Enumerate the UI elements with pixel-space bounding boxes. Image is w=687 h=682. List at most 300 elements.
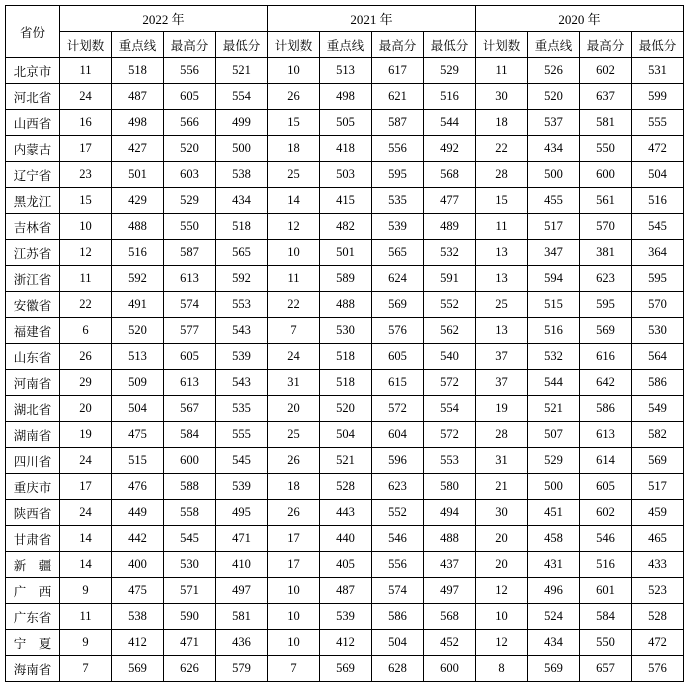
cell-2020-plan: 11 — [476, 214, 528, 240]
cell-2022-max-score: 590 — [164, 604, 216, 630]
cell-2020-key-line: 516 — [528, 318, 580, 344]
table-row — [6, 162, 684, 188]
cell-2021-min-score: 488 — [424, 526, 476, 552]
cell-2020-plan: 30 — [476, 84, 528, 110]
cell-2022-plan: 12 — [60, 240, 112, 266]
cell-2021-max-score: 621 — [372, 84, 424, 110]
province-cell: 河北省 — [6, 84, 60, 110]
cell-2022-key-line: 515 — [112, 448, 164, 474]
cell-2022-plan: 20 — [60, 396, 112, 422]
province-cell: 安徽省 — [6, 292, 60, 318]
cell-2022-max-score: 605 — [164, 344, 216, 370]
cell-2021-min-score: 516 — [424, 84, 476, 110]
cell-2020-key-line: 537 — [528, 110, 580, 136]
cell-2020-min-score: 364 — [632, 240, 684, 266]
col-header-plan: 计划数 — [60, 32, 112, 58]
cell-2020-max-score: 569 — [580, 318, 632, 344]
cell-2020-key-line: 515 — [528, 292, 580, 318]
cell-2021-max-score: 535 — [372, 188, 424, 214]
cell-2020-key-line: 529 — [528, 448, 580, 474]
cell-2021-plan: 10 — [268, 578, 320, 604]
cell-2020-max-score: 584 — [580, 604, 632, 630]
cell-2020-min-score: 545 — [632, 214, 684, 240]
cell-2021-min-score: 554 — [424, 396, 476, 422]
cell-2021-max-score: 552 — [372, 500, 424, 526]
cell-2022-key-line: 412 — [112, 630, 164, 656]
col-header-max-score: 最高分 — [580, 32, 632, 58]
cell-2022-key-line: 400 — [112, 552, 164, 578]
cell-2020-max-score: 595 — [580, 292, 632, 318]
cell-2020-max-score: 561 — [580, 188, 632, 214]
cell-2022-key-line: 487 — [112, 84, 164, 110]
cell-2020-min-score: 472 — [632, 136, 684, 162]
cell-2022-plan: 24 — [60, 500, 112, 526]
cell-2020-key-line: 458 — [528, 526, 580, 552]
cell-2021-min-score: 492 — [424, 136, 476, 162]
cell-2022-plan: 14 — [60, 526, 112, 552]
cell-2022-plan: 11 — [60, 266, 112, 292]
cell-2022-max-score: 605 — [164, 84, 216, 110]
col-header-max-score: 最高分 — [164, 32, 216, 58]
cell-2020-plan: 20 — [476, 552, 528, 578]
table-body — [6, 6, 684, 682]
cell-2020-max-score: 581 — [580, 110, 632, 136]
cell-2022-max-score: 603 — [164, 162, 216, 188]
cell-2020-key-line: 526 — [528, 58, 580, 84]
cell-2022-plan: 9 — [60, 630, 112, 656]
cell-2020-plan: 12 — [476, 578, 528, 604]
admission-score-table-container — [5, 5, 684, 682]
cell-2020-key-line: 434 — [528, 630, 580, 656]
province-cell: 浙江省 — [6, 266, 60, 292]
cell-2022-max-score: 587 — [164, 240, 216, 266]
cell-2020-key-line: 451 — [528, 500, 580, 526]
cell-2022-max-score: 588 — [164, 474, 216, 500]
cell-2022-min-score: 499 — [216, 110, 268, 136]
cell-2020-plan: 37 — [476, 344, 528, 370]
cell-2021-min-score: 437 — [424, 552, 476, 578]
cell-2022-max-score: 574 — [164, 292, 216, 318]
cell-2021-max-score: 569 — [372, 292, 424, 318]
province-cell: 江苏省 — [6, 240, 60, 266]
cell-2021-key-line: 518 — [320, 370, 372, 396]
cell-2021-plan: 26 — [268, 500, 320, 526]
cell-2021-min-score: 497 — [424, 578, 476, 604]
cell-2020-plan: 18 — [476, 110, 528, 136]
cell-2021-max-score: 605 — [372, 344, 424, 370]
cell-2021-key-line: 503 — [320, 162, 372, 188]
table-row — [6, 292, 684, 318]
cell-2022-max-score: 613 — [164, 266, 216, 292]
cell-2022-min-score: 545 — [216, 448, 268, 474]
cell-2021-min-score: 452 — [424, 630, 476, 656]
province-cell: 广 西 — [6, 578, 60, 604]
province-cell: 广东省 — [6, 604, 60, 630]
cell-2020-plan: 19 — [476, 396, 528, 422]
cell-2022-plan: 17 — [60, 474, 112, 500]
cell-2020-min-score: 523 — [632, 578, 684, 604]
cell-2021-max-score: 546 — [372, 526, 424, 552]
col-header-key-line: 重点线 — [320, 32, 372, 58]
province-cell: 黑龙江 — [6, 188, 60, 214]
cell-2022-min-score: 538 — [216, 162, 268, 188]
cell-2022-key-line: 449 — [112, 500, 164, 526]
cell-2020-plan: 21 — [476, 474, 528, 500]
cell-2022-key-line: 442 — [112, 526, 164, 552]
cell-2020-key-line: 500 — [528, 474, 580, 500]
cell-2021-key-line: 513 — [320, 58, 372, 84]
cell-2020-key-line: 347 — [528, 240, 580, 266]
cell-2021-plan: 7 — [268, 656, 320, 682]
cell-2022-max-score: 584 — [164, 422, 216, 448]
cell-2022-key-line: 504 — [112, 396, 164, 422]
cell-2021-key-line: 539 — [320, 604, 372, 630]
cell-2021-key-line: 482 — [320, 214, 372, 240]
cell-2020-min-score: 564 — [632, 344, 684, 370]
cell-2021-min-score: 572 — [424, 370, 476, 396]
cell-2020-min-score: 569 — [632, 448, 684, 474]
cell-2020-plan: 8 — [476, 656, 528, 682]
province-cell: 福建省 — [6, 318, 60, 344]
cell-2021-key-line: 569 — [320, 656, 372, 682]
cell-2020-max-score: 550 — [580, 630, 632, 656]
cell-2020-max-score: 546 — [580, 526, 632, 552]
cell-2020-plan: 22 — [476, 136, 528, 162]
cell-2021-key-line: 498 — [320, 84, 372, 110]
cell-2021-max-score: 504 — [372, 630, 424, 656]
cell-2021-plan: 15 — [268, 110, 320, 136]
table-row — [6, 578, 684, 604]
province-cell: 四川省 — [6, 448, 60, 474]
table-row — [6, 448, 684, 474]
cell-2022-key-line: 513 — [112, 344, 164, 370]
cell-2022-key-line: 518 — [112, 58, 164, 84]
cell-2020-min-score: 549 — [632, 396, 684, 422]
cell-2021-max-score: 604 — [372, 422, 424, 448]
cell-2020-key-line: 507 — [528, 422, 580, 448]
cell-2021-min-score: 580 — [424, 474, 476, 500]
cell-2022-key-line: 475 — [112, 578, 164, 604]
cell-2021-key-line: 415 — [320, 188, 372, 214]
cell-2020-key-line: 532 — [528, 344, 580, 370]
cell-2020-plan: 15 — [476, 188, 528, 214]
province-cell: 辽宁省 — [6, 162, 60, 188]
cell-2021-key-line: 589 — [320, 266, 372, 292]
col-header-plan: 计划数 — [268, 32, 320, 58]
admission-score-table — [5, 5, 684, 682]
cell-2022-max-score: 577 — [164, 318, 216, 344]
cell-2021-plan: 25 — [268, 422, 320, 448]
cell-2021-min-score: 600 — [424, 656, 476, 682]
cell-2020-key-line: 524 — [528, 604, 580, 630]
cell-2022-plan: 22 — [60, 292, 112, 318]
cell-2021-plan: 24 — [268, 344, 320, 370]
province-cell: 宁 夏 — [6, 630, 60, 656]
cell-2022-min-score: 579 — [216, 656, 268, 682]
cell-2021-key-line: 518 — [320, 344, 372, 370]
cell-2020-plan: 37 — [476, 370, 528, 396]
col-header-min-score: 最低分 — [216, 32, 268, 58]
cell-2022-plan: 19 — [60, 422, 112, 448]
cell-2021-plan: 25 — [268, 162, 320, 188]
cell-2021-max-score: 556 — [372, 136, 424, 162]
cell-2020-plan: 12 — [476, 630, 528, 656]
cell-2020-min-score: 570 — [632, 292, 684, 318]
year-header-2021: 2021 年 — [268, 6, 476, 32]
cell-2022-max-score: 558 — [164, 500, 216, 526]
cell-2022-plan: 9 — [60, 578, 112, 604]
cell-2022-min-score: 471 — [216, 526, 268, 552]
cell-2022-plan: 6 — [60, 318, 112, 344]
cell-2022-key-line: 501 — [112, 162, 164, 188]
cell-2020-min-score: 504 — [632, 162, 684, 188]
cell-2022-plan: 17 — [60, 136, 112, 162]
cell-2020-max-score: 637 — [580, 84, 632, 110]
cell-2021-min-score: 562 — [424, 318, 476, 344]
cell-2021-plan: 18 — [268, 136, 320, 162]
cell-2022-min-score: 565 — [216, 240, 268, 266]
cell-2022-key-line: 569 — [112, 656, 164, 682]
cell-2022-key-line: 509 — [112, 370, 164, 396]
cell-2022-key-line: 475 — [112, 422, 164, 448]
province-cell: 重庆市 — [6, 474, 60, 500]
cell-2020-min-score: 582 — [632, 422, 684, 448]
province-column-header: 省份 — [6, 6, 60, 58]
cell-2021-min-score: 568 — [424, 162, 476, 188]
cell-2022-max-score: 556 — [164, 58, 216, 84]
province-cell: 山西省 — [6, 110, 60, 136]
cell-2022-min-score: 543 — [216, 370, 268, 396]
cell-2021-max-score: 615 — [372, 370, 424, 396]
cell-2020-key-line: 569 — [528, 656, 580, 682]
province-cell: 湖北省 — [6, 396, 60, 422]
cell-2022-max-score: 550 — [164, 214, 216, 240]
cell-2020-key-line: 455 — [528, 188, 580, 214]
cell-2020-min-score: 531 — [632, 58, 684, 84]
cell-2022-key-line: 488 — [112, 214, 164, 240]
cell-2022-min-score: 539 — [216, 474, 268, 500]
cell-2021-key-line: 412 — [320, 630, 372, 656]
cell-2020-plan: 31 — [476, 448, 528, 474]
cell-2022-key-line: 498 — [112, 110, 164, 136]
cell-2021-max-score: 576 — [372, 318, 424, 344]
cell-2020-max-score: 605 — [580, 474, 632, 500]
cell-2020-min-score: 516 — [632, 188, 684, 214]
cell-2020-max-score: 613 — [580, 422, 632, 448]
table-row — [6, 526, 684, 552]
cell-2022-max-score: 545 — [164, 526, 216, 552]
table-row — [6, 474, 684, 500]
cell-2021-max-score: 574 — [372, 578, 424, 604]
cell-2021-key-line: 487 — [320, 578, 372, 604]
cell-2022-max-score: 571 — [164, 578, 216, 604]
table-row — [6, 266, 684, 292]
cell-2020-min-score: 599 — [632, 84, 684, 110]
cell-2022-min-score: 521 — [216, 58, 268, 84]
cell-2021-plan: 22 — [268, 292, 320, 318]
table-row — [6, 422, 684, 448]
cell-2021-max-score: 556 — [372, 552, 424, 578]
cell-2022-key-line: 538 — [112, 604, 164, 630]
cell-2021-min-score: 572 — [424, 422, 476, 448]
cell-2021-plan: 7 — [268, 318, 320, 344]
cell-2022-plan: 14 — [60, 552, 112, 578]
col-header-min-score: 最低分 — [632, 32, 684, 58]
cell-2021-plan: 20 — [268, 396, 320, 422]
cell-2020-key-line: 521 — [528, 396, 580, 422]
cell-2022-max-score: 600 — [164, 448, 216, 474]
cell-2020-key-line: 520 — [528, 84, 580, 110]
cell-2020-max-score: 657 — [580, 656, 632, 682]
cell-2021-plan: 11 — [268, 266, 320, 292]
cell-2021-key-line: 530 — [320, 318, 372, 344]
cell-2020-min-score: 586 — [632, 370, 684, 396]
table-row — [6, 84, 684, 110]
province-cell: 海南省 — [6, 656, 60, 682]
table-row — [6, 500, 684, 526]
cell-2021-plan: 10 — [268, 604, 320, 630]
cell-2021-key-line: 528 — [320, 474, 372, 500]
cell-2020-key-line: 496 — [528, 578, 580, 604]
cell-2021-plan: 14 — [268, 188, 320, 214]
cell-2022-plan: 29 — [60, 370, 112, 396]
cell-2022-min-score: 410 — [216, 552, 268, 578]
cell-2021-min-score: 494 — [424, 500, 476, 526]
cell-2020-min-score: 530 — [632, 318, 684, 344]
cell-2022-key-line: 516 — [112, 240, 164, 266]
cell-2020-plan: 28 — [476, 162, 528, 188]
cell-2020-max-score: 586 — [580, 396, 632, 422]
table-row — [6, 552, 684, 578]
cell-2020-max-score: 614 — [580, 448, 632, 474]
cell-2021-min-score: 529 — [424, 58, 476, 84]
cell-2022-plan: 26 — [60, 344, 112, 370]
cell-2022-plan: 11 — [60, 604, 112, 630]
cell-2022-plan: 10 — [60, 214, 112, 240]
cell-2022-min-score: 555 — [216, 422, 268, 448]
cell-2020-plan: 13 — [476, 318, 528, 344]
cell-2021-min-score: 552 — [424, 292, 476, 318]
cell-2022-plan: 15 — [60, 188, 112, 214]
cell-2020-max-score: 516 — [580, 552, 632, 578]
cell-2021-key-line: 405 — [320, 552, 372, 578]
cell-2021-max-score: 539 — [372, 214, 424, 240]
cell-2020-plan: 20 — [476, 526, 528, 552]
table-row — [6, 240, 684, 266]
cell-2020-max-score: 381 — [580, 240, 632, 266]
cell-2021-min-score: 489 — [424, 214, 476, 240]
year-header-2020: 2020 年 — [476, 6, 684, 32]
cell-2021-plan: 26 — [268, 448, 320, 474]
cell-2022-key-line: 592 — [112, 266, 164, 292]
province-cell: 内蒙古 — [6, 136, 60, 162]
cell-2020-plan: 25 — [476, 292, 528, 318]
cell-2021-max-score: 595 — [372, 162, 424, 188]
cell-2021-key-line: 443 — [320, 500, 372, 526]
province-cell: 陕西省 — [6, 500, 60, 526]
cell-2020-max-score: 602 — [580, 58, 632, 84]
cell-2021-key-line: 418 — [320, 136, 372, 162]
cell-2020-min-score: 555 — [632, 110, 684, 136]
cell-2021-min-score: 544 — [424, 110, 476, 136]
table-row — [6, 630, 684, 656]
cell-2021-plan: 12 — [268, 214, 320, 240]
cell-2022-min-score: 497 — [216, 578, 268, 604]
cell-2020-key-line: 431 — [528, 552, 580, 578]
cell-2021-key-line: 505 — [320, 110, 372, 136]
cell-2021-max-score: 596 — [372, 448, 424, 474]
cell-2022-plan: 23 — [60, 162, 112, 188]
province-cell: 山东省 — [6, 344, 60, 370]
cell-2020-key-line: 434 — [528, 136, 580, 162]
cell-2021-key-line: 504 — [320, 422, 372, 448]
cell-2022-min-score: 553 — [216, 292, 268, 318]
cell-2020-key-line: 594 — [528, 266, 580, 292]
year-header-2022: 2022 年 — [60, 6, 268, 32]
table-row — [6, 318, 684, 344]
province-cell: 新 疆 — [6, 552, 60, 578]
cell-2021-min-score: 568 — [424, 604, 476, 630]
cell-2020-plan: 28 — [476, 422, 528, 448]
province-cell: 河南省 — [6, 370, 60, 396]
cell-2022-key-line: 491 — [112, 292, 164, 318]
cell-2020-max-score: 616 — [580, 344, 632, 370]
cell-2020-max-score: 602 — [580, 500, 632, 526]
cell-2022-plan: 11 — [60, 58, 112, 84]
cell-2022-plan: 16 — [60, 110, 112, 136]
table-row — [6, 604, 684, 630]
province-cell: 甘肃省 — [6, 526, 60, 552]
province-cell: 湖南省 — [6, 422, 60, 448]
cell-2022-min-score: 434 — [216, 188, 268, 214]
cell-2021-key-line: 520 — [320, 396, 372, 422]
cell-2022-key-line: 429 — [112, 188, 164, 214]
cell-2020-max-score: 570 — [580, 214, 632, 240]
cell-2021-key-line: 521 — [320, 448, 372, 474]
cell-2020-key-line: 517 — [528, 214, 580, 240]
cell-2021-plan: 31 — [268, 370, 320, 396]
cell-2022-min-score: 518 — [216, 214, 268, 240]
table-row — [6, 370, 684, 396]
year-header-row — [6, 6, 684, 32]
cell-2020-plan: 13 — [476, 266, 528, 292]
cell-2020-plan: 10 — [476, 604, 528, 630]
cell-2022-max-score: 471 — [164, 630, 216, 656]
cell-2020-max-score: 600 — [580, 162, 632, 188]
cell-2022-plan: 24 — [60, 84, 112, 110]
col-header-max-score: 最高分 — [372, 32, 424, 58]
cell-2022-min-score: 535 — [216, 396, 268, 422]
province-cell: 北京市 — [6, 58, 60, 84]
cell-2021-plan: 10 — [268, 58, 320, 84]
col-header-key-line: 重点线 — [112, 32, 164, 58]
cell-2020-max-score: 601 — [580, 578, 632, 604]
table-row — [6, 110, 684, 136]
table-row — [6, 58, 684, 84]
cell-2021-plan: 10 — [268, 630, 320, 656]
subcolumn-header-row — [6, 32, 684, 58]
cell-2020-min-score: 576 — [632, 656, 684, 682]
cell-2022-min-score: 581 — [216, 604, 268, 630]
cell-2022-min-score: 495 — [216, 500, 268, 526]
cell-2021-max-score: 565 — [372, 240, 424, 266]
cell-2020-min-score: 465 — [632, 526, 684, 552]
cell-2020-min-score: 595 — [632, 266, 684, 292]
cell-2021-max-score: 587 — [372, 110, 424, 136]
cell-2021-max-score: 572 — [372, 396, 424, 422]
cell-2021-max-score: 586 — [372, 604, 424, 630]
cell-2022-plan: 7 — [60, 656, 112, 682]
